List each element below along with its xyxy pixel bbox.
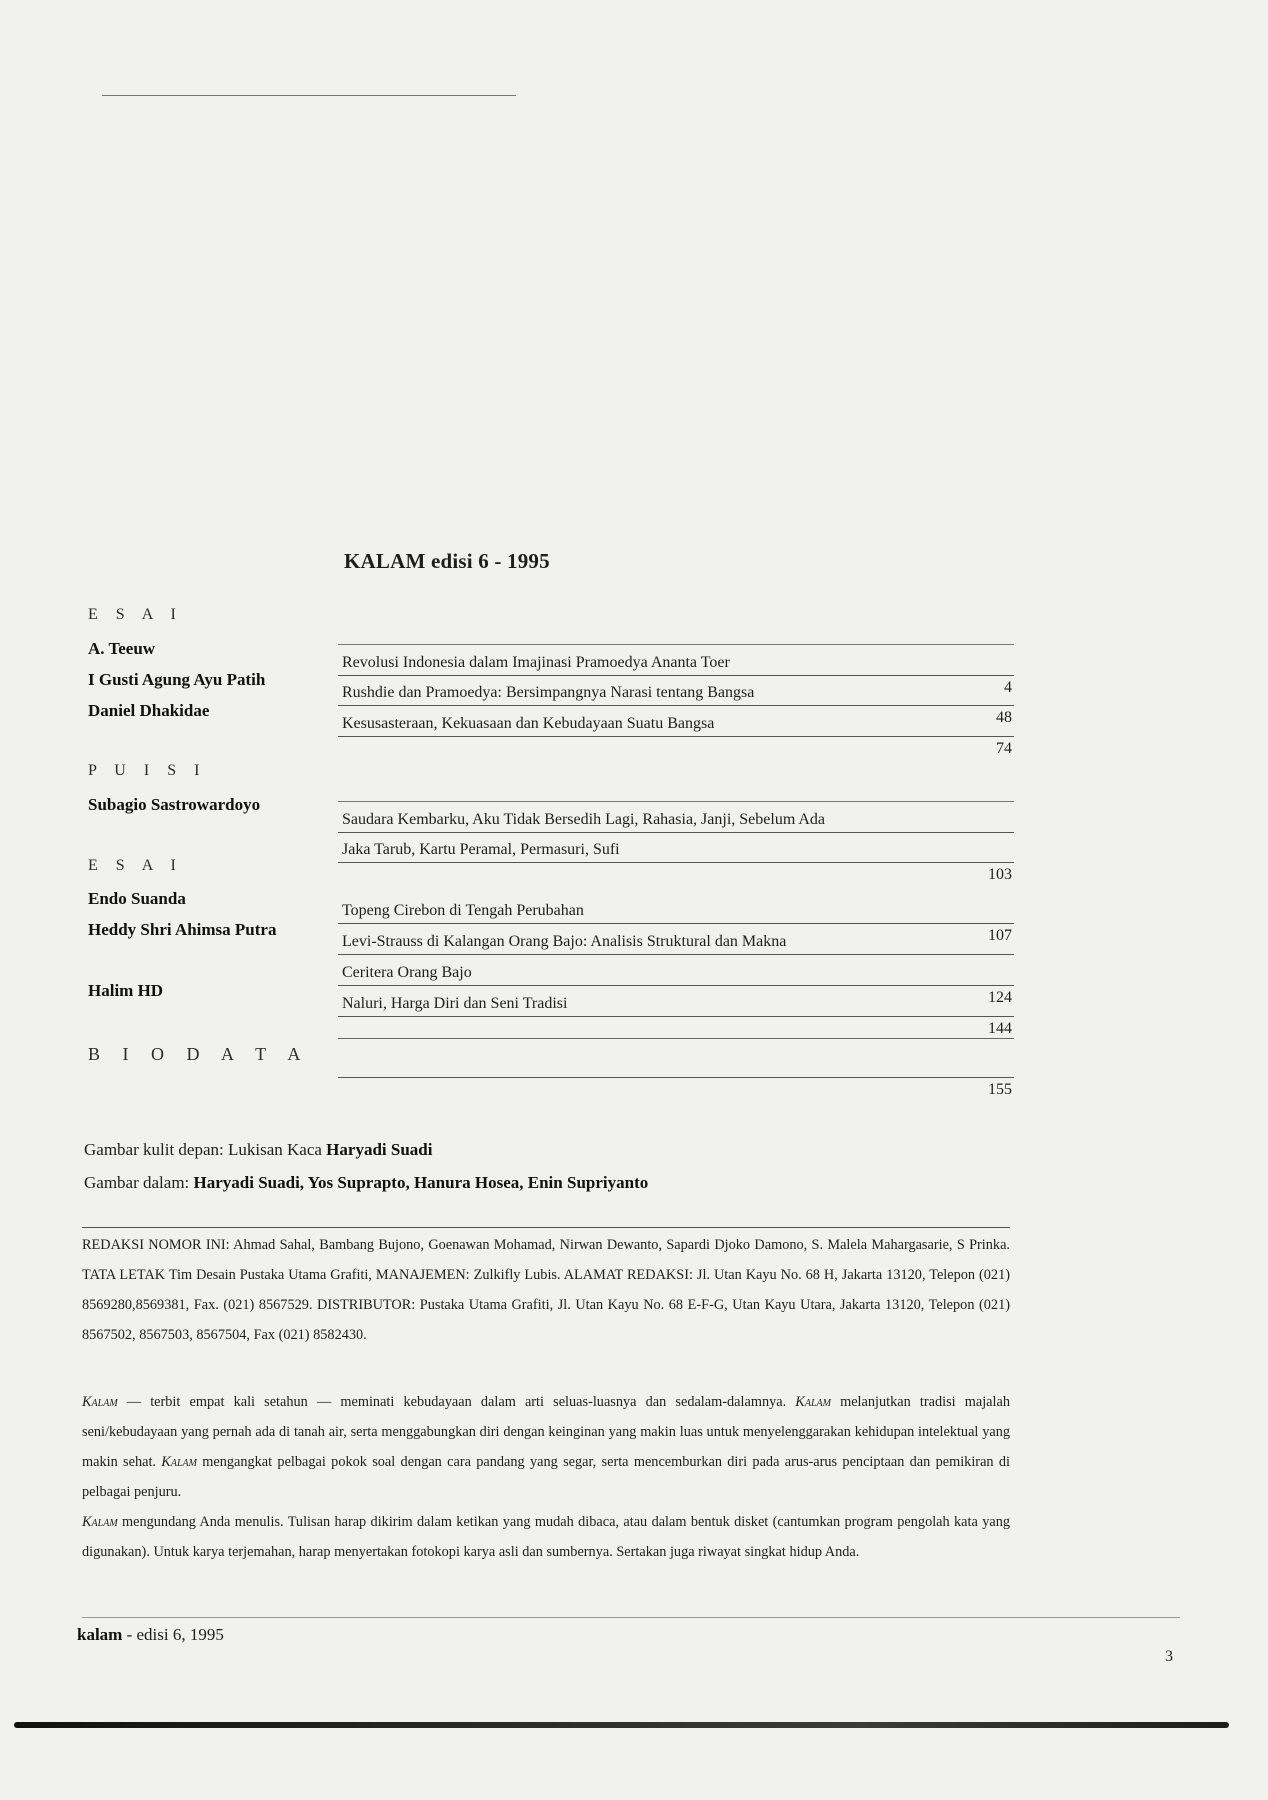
section-label-esai: E S A I	[88, 606, 183, 623]
toc-title: Naluri, Harga Diri dan Seni Tradisi	[342, 995, 568, 1012]
brand-mark: Kalam	[795, 1394, 831, 1410]
author-patih: I Gusti Agung Ayu Patih	[88, 670, 266, 689]
toc-title: Rushdie dan Pramoedya: Bersimpangnya Narasi tentang Bangsa	[342, 684, 755, 701]
toc-page: 103	[988, 866, 1012, 883]
editorial-credits: REDAKSI NOMOR INI: Ahmad Sahal, Bambang Bujono, Goenawan Mohamad, Nirwan Dewanto, Sapardi Djoko Damono, S. Malela Mahargasarie, S Prinka. TATA LETAK Tim Desain Pustaka Utama Grafiti, MANAJEMEN: Zulkifly Lubis. ALAMAT REDAKSI: Jl. Utan Kayu No. 68 H, Jakarta 13120, Telepon (021) 8569280,8569381, Fax. (021) 8567529. DISTRIBUTOR: Pustaka Utama Grafiti, Jl. Utan Kayu No. 68 E-F-G, Utan Kayu Utara, Jakarta 13120, Telepon (021) 8567502, 8567503, 8567504, Fax (021) 8582430.	[82, 1237, 1010, 1343]
toc-entry-biodata	[338, 1047, 1014, 1098]
section-label-puisi: P U I S I	[88, 762, 207, 779]
toc-title: Kesusasteraan, Kekuasaan dan Kebudayaan Suatu Bangsa	[342, 715, 715, 732]
cover-credit-label: Gambar dalam:	[84, 1173, 194, 1192]
toc-page: 48	[996, 709, 1012, 726]
top-rule	[102, 95, 516, 96]
credits-rule	[82, 1227, 1010, 1228]
toc-entry	[338, 832, 1014, 883]
cover-credit-inner	[84, 1173, 648, 1193]
brand-mark: Kalam	[161, 1454, 197, 1470]
toc-page: 124	[988, 989, 1012, 1006]
bottom-bar	[14, 1722, 1229, 1728]
toc-title: Jaka Tarub, Kartu Peramal, Permasuri, Sufi	[342, 841, 620, 858]
toc-entry	[338, 706, 1014, 757]
cover-credit-artists: Haryadi Suadi, Yos Suprapto, Hanura Hosea, Enin Supriyanto	[193, 1173, 649, 1192]
brand-mark: Kalam	[82, 1394, 118, 1410]
page-number: 3	[1165, 1648, 1173, 1665]
brand-mark: Kalam	[82, 1514, 118, 1530]
running-footer	[77, 1625, 224, 1645]
footer-edition: - edisi 6, 1995	[122, 1625, 224, 1644]
toc-page: 107	[988, 927, 1012, 944]
cover-credit-artist: Haryadi Suadi	[326, 1140, 433, 1159]
issue-title: KALAM edisi 6 - 1995	[344, 549, 550, 573]
toc-title: Topeng Cirebon di Tengah Perubahan	[342, 902, 584, 919]
section-label-biodata: B I O D A T A	[88, 1044, 310, 1064]
author-halim: Halim HD	[88, 981, 164, 1000]
cover-credit-front	[84, 1140, 432, 1160]
toc-title: Revolusi Indonesia dalam Imajinasi Pramoedya Ananta Toer	[342, 654, 730, 671]
toc-title: Ceritera Orang Bajo	[342, 964, 472, 981]
author-sastrowardoyo: Subagio Sastrowardoyo	[88, 795, 261, 814]
toc-page: 4	[1004, 679, 1012, 696]
toc-page: 74	[996, 740, 1012, 757]
cover-credit-label: Gambar kulit depan: Lukisan Kaca	[84, 1140, 327, 1159]
author-suanda: Endo Suanda	[88, 889, 186, 908]
toc-separator	[338, 1038, 1014, 1039]
toc-entry	[338, 801, 1014, 832]
toc-title: Levi-Strauss di Kalangan Orang Bajo: Analisis Struktural dan Makna	[342, 933, 787, 950]
author-putra: Heddy Shri Ahimsa Putra	[88, 920, 277, 939]
about-paragraph-2: Kalam mengundang Anda menulis. Tulisan harap dikirim dalam ketikan yang mudah dibaca, atau dalam bentuk disket (cantumkan program pengolah kata yang digunakan). Untuk karya terjemahan, harap menyertakan fotokopi karya asli dan sumbernya. Sertakan juga riwayat singkat hidup Anda.	[82, 1514, 1010, 1560]
about-paragraph-1: Kalam — terbit empat kali setahun — meminati kebudayaan dalam arti seluas-luasnya dan sedalam-dalamnya. Kalam melanjutkan tradisi majalah seni/kebudayaan yang pernah ada di tanah air, serta menggabungkan diri dengan keinginan yang makin luas untuk menyelenggarakan kehidupan intelektual yang makin sehat. Kalam mengangkat pelbagai pokok soal dengan cara pandang yang segar, serta mencemburkan diri pada arus-arus penciptaan dan pemikiran di pelbagai penjuru.	[82, 1394, 1010, 1500]
author-dhakidae: Daniel Dhakidae	[88, 701, 210, 720]
author-teeuw: A. Teeuw	[88, 639, 156, 658]
footer-rule	[82, 1617, 1180, 1618]
toc-page: 144	[988, 1020, 1012, 1037]
toc-entry	[338, 924, 1014, 954]
footer-brand: kalam	[77, 1625, 123, 1644]
toc-entry	[338, 986, 1014, 1037]
toc-page: 155	[988, 1081, 1012, 1098]
toc-title: Saudara Kembarku, Aku Tidak Bersedih Lagi, Rahasia, Janji, Sebelum Ada	[342, 811, 826, 828]
section-label-esai-2: E S A I	[88, 857, 183, 874]
